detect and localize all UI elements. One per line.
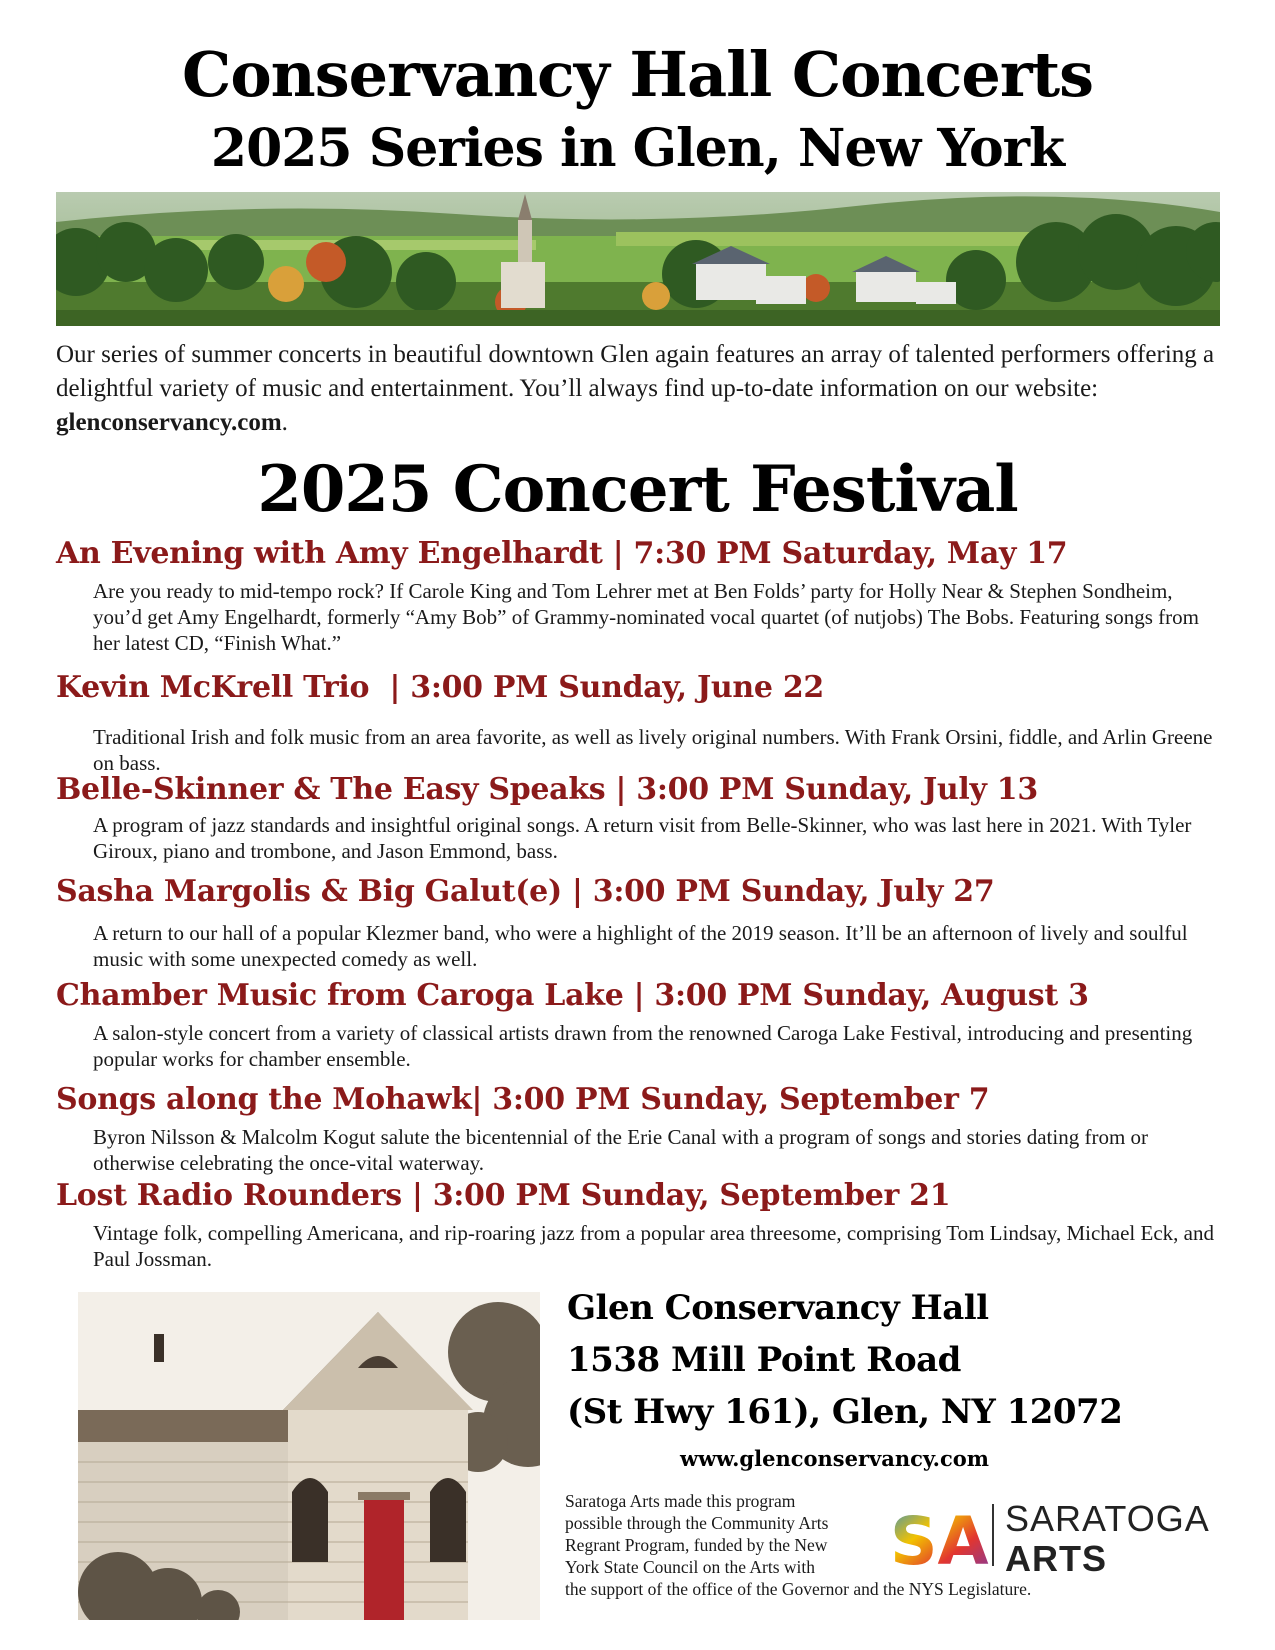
credit-line: the support of the office of the Governor and the NYS Legislature. bbox=[565, 1579, 1032, 1599]
event-title: Sasha Margolis & Big Galut(e) | 3:00 PM Sunday, July 27 bbox=[56, 874, 995, 909]
event-listing bbox=[56, 978, 1226, 1072]
event-description: A salon-style concert from a variety of classical artists drawn from the renowned Caroga Lake Festival, introducing and presenting popular works for chamber ensemble. bbox=[93, 1021, 1193, 1071]
intro-website-link[interactable]: glenconservancy.com bbox=[56, 409, 282, 436]
event-title: Lost Radio Rounders | 3:00 PM Sunday, September 21 bbox=[56, 1178, 951, 1213]
event-description: A return to our hall of a popular Klezmer band, who were a highlight of the 2019 season. It’ll be an afternoon of lively and soulful music with some unexpected comedy as well. bbox=[93, 921, 1188, 971]
event-title: Songs along the Mohawk| 3:00 PM Sunday, September 7 bbox=[56, 1082, 990, 1117]
conservancy-hall-photo bbox=[78, 1292, 540, 1620]
event-listing bbox=[56, 772, 1226, 864]
event-title: Chamber Music from Caroga Lake | 3:00 PM Sunday, August 3 bbox=[56, 978, 1089, 1013]
event-description: Byron Nilsson & Malcolm Kogut salute the bicentennial of the Erie Canal with a program of songs and stories dating from or otherwise celebrating the once-vital waterway. bbox=[93, 1125, 1149, 1175]
event-listing bbox=[56, 1178, 1226, 1272]
venue-website-link[interactable]: www.glenconservancy.com bbox=[680, 1446, 990, 1471]
page-subtitle: 2025 Series in Glen, New York bbox=[210, 118, 1065, 179]
event-listing bbox=[56, 670, 1226, 776]
logo-divider bbox=[992, 1504, 994, 1566]
credit-line: possible through the Community Arts bbox=[565, 1513, 829, 1533]
intro-text: Our series of summer concerts in beautiful downtown Glen again features an array of talented performers offering a delightful variety of music and entertainment. You’ll always find up-to-date information on our website: bbox=[56, 341, 1215, 402]
venue-address-line2: (St Hwy 161), Glen, NY 12072 bbox=[567, 1392, 1123, 1432]
festival-title: 2025 Concert Festival bbox=[257, 452, 1018, 527]
credit-line: York State Council on the Arts with bbox=[565, 1557, 816, 1577]
svg-text:SA: SA bbox=[890, 1503, 989, 1574]
village-landscape-photo bbox=[56, 192, 1220, 326]
event-title: Belle-Skinner & The Easy Speaks | 3:00 PM Sunday, July 13 bbox=[56, 772, 1038, 807]
credit-line: Saratoga Arts made this program bbox=[565, 1491, 796, 1511]
intro-end: . bbox=[281, 409, 288, 436]
saratoga-wordmark: SARATOGA bbox=[1005, 1498, 1210, 1539]
event-description: Are you ready to mid-tempo rock? If Carole King and Tom Lehrer met at Ben Folds’ party for Holly Near & Stephen Sondheim, you’d get Amy Engelhardt, formerly “Amy Bob” of Grammy-nominated vocal quartet (of nutjobs) The Bobs. Featuring songs from her latest CD, “Finish What.” bbox=[93, 579, 1199, 655]
event-listing bbox=[56, 1082, 1226, 1176]
venue-address-line1: 1538 Mill Point Road bbox=[567, 1340, 961, 1380]
arts-wordmark: ARTS bbox=[1005, 1538, 1107, 1579]
event-listing bbox=[56, 874, 1226, 972]
event-description: Traditional Irish and folk music from an area favorite, as well as lively original numbers. With Frank Orsini, fiddle, and Arlin Greene on bass. bbox=[93, 725, 1213, 775]
event-description: A program of jazz standards and insightful original songs. A return visit from Belle-Skinner, who was last here in 2021. With Tyler Giroux, piano and trombone, and Jason Emmond, bass. bbox=[93, 813, 1192, 863]
page-title: Conservancy Hall Concerts bbox=[181, 38, 1094, 111]
event-title: Kevin McKrell Trio | 3:00 PM Sunday, June 22 bbox=[56, 670, 824, 705]
intro-paragraph bbox=[56, 338, 1226, 440]
event-title: An Evening with Amy Engelhardt | 7:30 PM Saturday, May 17 bbox=[56, 536, 1068, 571]
venue-name: Glen Conservancy Hall bbox=[567, 1288, 989, 1328]
saratoga-arts-logo-mark bbox=[888, 1502, 992, 1574]
event-listing bbox=[56, 536, 1226, 656]
credit-line: Regrant Program, funded by the New bbox=[565, 1535, 828, 1555]
event-description: Vintage folk, compelling Americana, and rip-roaring jazz from a popular area threesome, comprising Tom Lindsay, Michael Eck, and Paul Jossman. bbox=[93, 1221, 1214, 1271]
